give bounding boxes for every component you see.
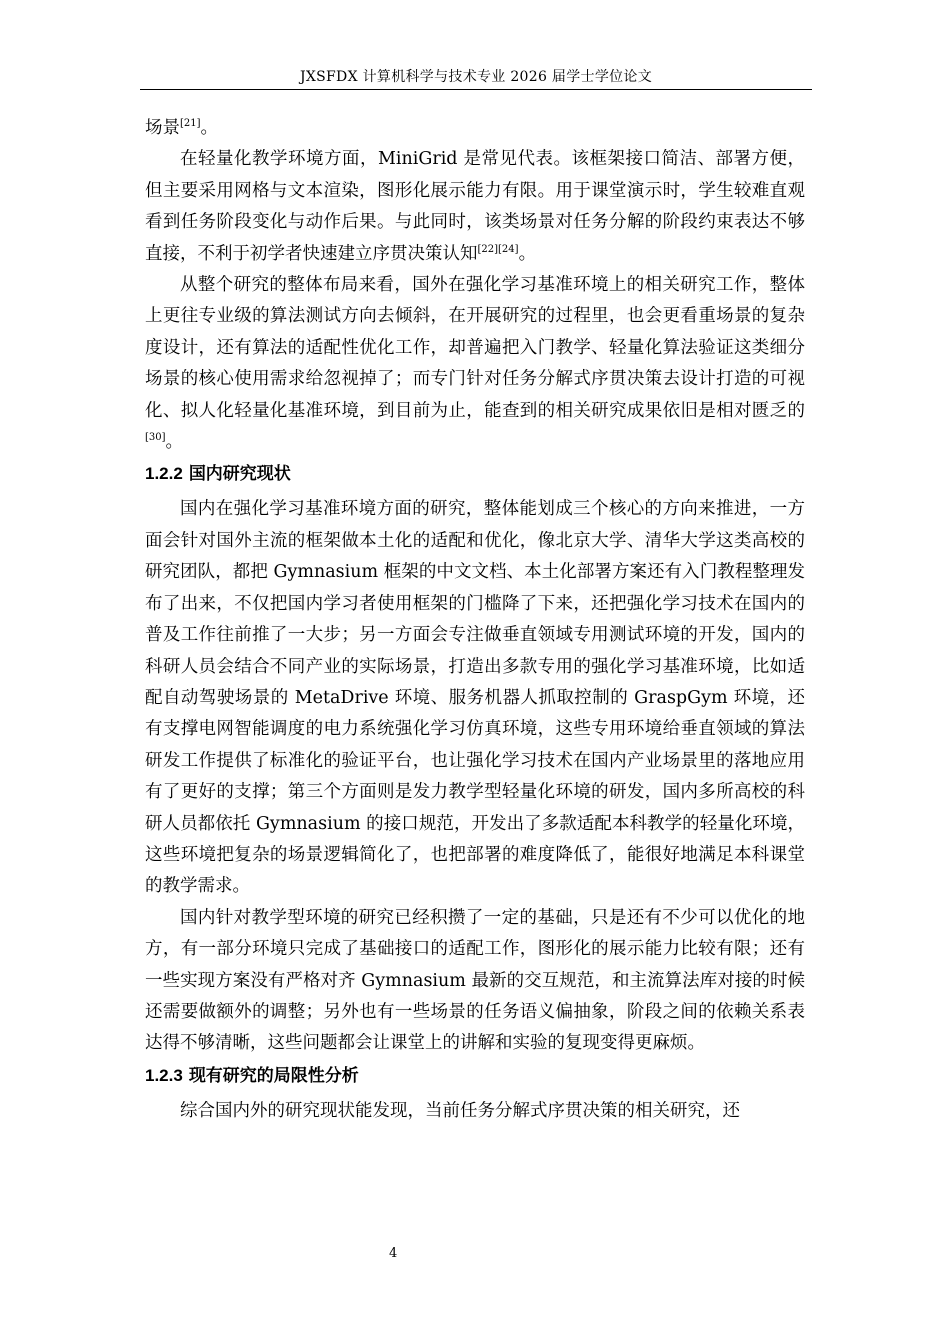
paragraph-tail: 。 [518, 243, 537, 264]
paragraph-continuation [145, 113, 805, 144]
citation-ref: [21] [180, 118, 201, 129]
document-body [145, 113, 805, 1127]
paragraph-domestic-issues: 国内针对教学型环境的研究已经积攒了一定的基础，只是还有不少可以优化的地方，有一部分环境只完成了基础接口的适配工作，图形化的展示能力比较有限；还有一些实现方案没有严格对齐 Gymnasium 最新的交互规范，和主流算法库对接的时候还需要做额外的调整；另外也有一些场景的任务语义偏抽象，阶段之间的依赖关系表达得不够清晰，这些问题都会让课堂上的讲解和实验的复现变得更麻烦。 [145, 907, 805, 1054]
paragraph-tail: 。 [200, 118, 219, 138]
paragraph-minigrid [145, 144, 805, 270]
section-heading-1-2-3 [145, 1060, 805, 1096]
running-header: JXSFDX 计算机科学与技术专业 2026 届学士学位论文 [299, 69, 653, 85]
paragraph-text: 在轻量化教学环境方面，MiniGrid 是常见代表。该框架接口简洁、部署方便，但主要采用网格与文本渲染，图形化展示能力有限。用于课堂演示时，学生较难直观看到任务阶段变化与动作后果。与此同时，该类场景对任务分解的阶段约束表达不够直接，不利于初学者快速建立序贯决策认知 [145, 149, 805, 264]
header-rule [140, 89, 812, 90]
paragraph-tail: 。 [165, 432, 184, 453]
section-title: 国内研究现状 [188, 464, 291, 485]
paragraph-domestic-directions: 国内在强化学习基准环境方面的研究，整体能划成三个核心的方向来推进，一方面会针对国外主流的框架做本土化的适配和优化，像北京大学、清华大学这类高校的研究团队，都把 Gymnasium 框架的中文文档、本土化部署方案还有入门教程整理发布了出来，不仅把国内学习者使用框架的门槛降了下来，还把强化学习技术在国内的普及工作往前推了一大步；另一方面会专注做垂直领域专用测试环境的开发，国内的科研人员会结合不同产业的实际场景，打造出多款专用的强化学习基准环境，比如适配自动驾驶场景的 MetaDrive 环境、服务机器人抓取控制的 GraspGym 环境，还有支撑电网智能调度的电力系统强化学习仿真环境，这些专用环境给垂直领域的算法研发工作提供了标准化的验证平台，也让强化学习技术在国内产业场景里的落地应用有了更好的支撑；第三个方面则是发力教学型轻量化环境的研发，国内多所高校的科研人员都依托 Gymnasium 的接口规范，开发出了多款适配本科教学的轻量化环境，这些环境把复杂的场景逻辑简化了，也把部署的难度降低了，能很好地满足本科课堂的教学需求。 [145, 499, 805, 897]
section-heading-1-2-2 [145, 458, 805, 494]
section-number: 1.2.2 [145, 464, 183, 484]
section-number: 1.2.3 [145, 1065, 183, 1085]
page-number: 4 [389, 1246, 398, 1261]
paragraph-limitations-intro: 综合国内外的研究现状能发现，当前任务分解式序贯决策的相关研究，还 [180, 1100, 740, 1121]
paragraph-text: 从整个研究的整体布局来看，国外在强化学习基准环境上的相关研究工作，整体上更往专业级的算法测试方向去倾斜，在开展研究的过程里，也会更看重场景的复杂度设计，还有算法的适配性优化工作，却普遍把入门教学、轻量化算法验证这类细分场景的核心使用需求给忽视掉了；而专门针对任务分解式序贯决策去设计打造的可视化、拟人化轻量化基准环境，到目前为止，能查到的相关研究成果依旧是相对匮乏的 [145, 275, 805, 421]
paragraph-foreign-summary [145, 270, 805, 458]
citation-ref: [30] [145, 432, 166, 444]
paragraph-text: 场景 [145, 118, 180, 138]
section-title: 现有研究的局限性分析 [188, 1065, 359, 1086]
citation-ref: [22][24] [477, 243, 519, 255]
